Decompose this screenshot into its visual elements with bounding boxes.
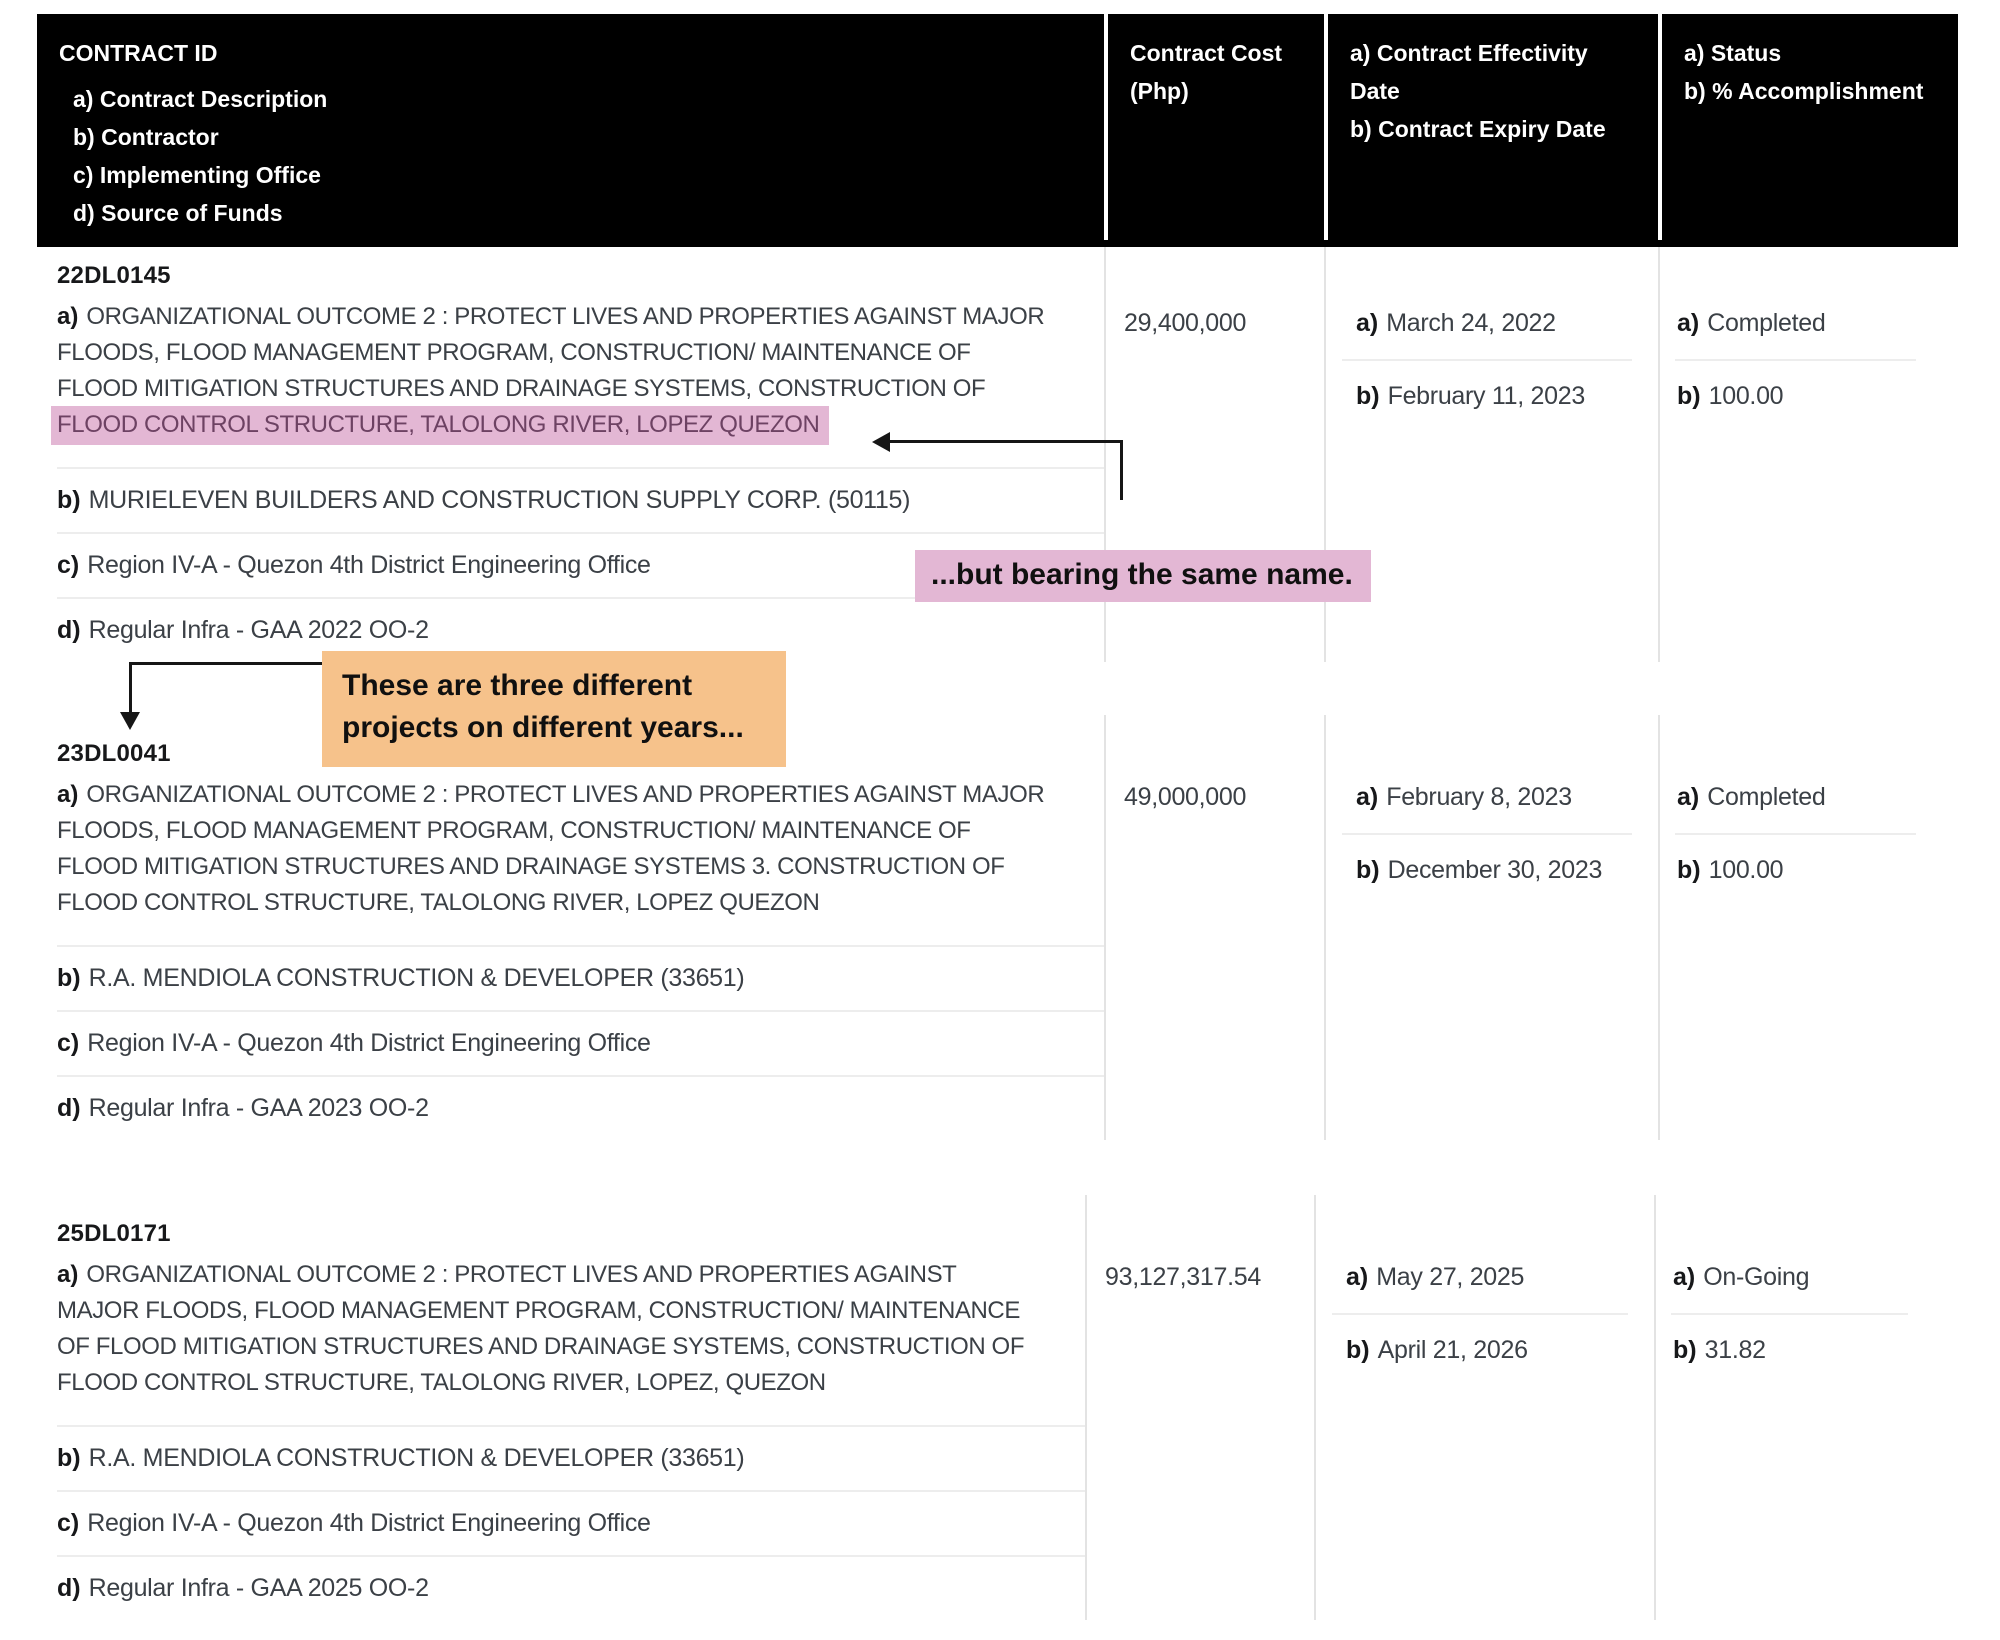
contract-status-cell (1654, 1195, 1950, 1620)
arrow-left-head-icon (872, 432, 890, 452)
header-contractor: b) Contractor (73, 124, 219, 150)
arrow-down-head-icon (120, 712, 140, 730)
accomplishment: b) 100.00 (1677, 856, 1784, 884)
contract-description-cell (35, 1195, 1085, 1620)
accomplishment: b) 100.00 (1677, 382, 1784, 410)
contract-cost: 93,127,317.54 (1085, 1195, 1314, 1620)
arrow-to-highlight-line (1120, 440, 1123, 500)
contract-id: 25DL0171 (57, 1220, 171, 1247)
contract-dates-cell (1324, 247, 1658, 662)
same-name-note: ...but bearing the same name. (915, 550, 1371, 602)
expiry-date: b) December 30, 2023 (1356, 856, 1603, 884)
contract-status-cell (1658, 247, 1958, 662)
divider (1675, 833, 1916, 835)
projects-note: These are three different projects on different years... (322, 651, 786, 767)
contract-status-cell (1658, 715, 1958, 1140)
arrow-to-contract-id-line (131, 662, 322, 665)
header-implementing-office: c) Implementing Office (73, 162, 321, 188)
header-status-column: a) Status b) % Accomplishment (1662, 14, 1958, 240)
contract-dates-cell (1324, 715, 1658, 1140)
contract-cost: 49,000,000 (1104, 715, 1324, 1140)
arrow-to-contract-id-line (129, 662, 132, 714)
contract-cost: 29,400,000 (1104, 247, 1324, 662)
header-dates-column: a) Contract Effectivity Date b) Contract Expiry Date (1328, 14, 1658, 240)
implementing-office: c) Region IV-A - Quezon 4th District Engineering Office (57, 532, 1104, 597)
header-contract-cost-column: Contract Cost (Php) (1108, 14, 1324, 240)
source-of-funds: d) Regular Infra - GAA 2025 OO-2 (57, 1555, 1085, 1620)
header-contract-id-column (37, 14, 1104, 240)
contract-id: 22DL0145 (57, 262, 171, 289)
effectivity-date: a) May 27, 2025 (1346, 1263, 1525, 1291)
highlighted-description-text: FLOOD CONTROL STRUCTURE, TALOLONG RIVER, LOPEZ QUEZON (51, 406, 829, 445)
status: a) Completed (1677, 783, 1826, 811)
header-contract-description: a) Contract Description (73, 86, 328, 112)
contract-description: a) ORGANIZATIONAL OUTCOME 2 : PROTECT LIVES AND PROPERTIES AGAINST MAJOR FLOODS, FLOOD MANAGEMENT PROGRAM, CONSTRUCTION/ MAINTENANCE OF FLOOD MITIGATION STRUCTURES AND DRAINAGE SYSTEMS, CONSTRUCTION OF FLOOD CONTROL STRUCTURE, TALOLONG RIVER, LOPEZ, QUEZON (57, 1261, 1025, 1396)
contract-description: a) ORGANIZATIONAL OUTCOME 2 : PROTECT LIVES AND PROPERTIES AGAINST MAJOR FLOODS, FLOOD MANAGEMENT PROGRAM, CONSTRUCTION/ MAINTENANCE OF FLOOD MITIGATION STRUCTURES AND DRAINAGE SYSTEMS, CONSTRUCTION OF FLOOD CONTROL STRUCTURE, TALOLONG RIVER, LOPEZ QUEZON (57, 289, 1104, 467)
expiry-date: b) April 21, 2026 (1346, 1336, 1528, 1364)
contracts-table-header (37, 14, 1958, 247)
contract-row-23DL0041 (35, 715, 1958, 1140)
contractor: b) R.A. MENDIOLA CONSTRUCTION & DEVELOPER (33651) (57, 945, 1104, 1010)
contract-description-cell (35, 715, 1104, 1140)
divider (1675, 359, 1916, 361)
status: a) Completed (1677, 309, 1826, 337)
expiry-date: b) February 11, 2023 (1356, 382, 1585, 410)
divider (1342, 833, 1632, 835)
divider (1342, 359, 1632, 361)
header-contract-id-title: CONTRACT ID (59, 40, 218, 66)
implementing-office: c) Region IV-A - Quezon 4th District Engineering Office (57, 1010, 1104, 1075)
arrow-to-highlight-line (890, 440, 1122, 443)
implementing-office: c) Region IV-A - Quezon 4th District Engineering Office (57, 1490, 1085, 1555)
contract-description: a) ORGANIZATIONAL OUTCOME 2 : PROTECT LIVES AND PROPERTIES AGAINST MAJOR FLOODS, FLOOD MANAGEMENT PROGRAM, CONSTRUCTION/ MAINTENANCE OF FLOOD MITIGATION STRUCTURES AND DRAINAGE SYSTEMS 3. CONSTRUCTION OF FLOOD CONTROL STRUCTURE, TALOLONG RIVER, LOPEZ QUEZON (57, 781, 1045, 916)
divider (1332, 1313, 1628, 1315)
source-of-funds: d) Regular Infra - GAA 2023 OO-2 (57, 1075, 1104, 1140)
contract-dates-cell (1314, 1195, 1654, 1620)
contractor: b) MURIELEVEN BUILDERS AND CONSTRUCTION SUPPLY CORP. (50115) (57, 467, 1104, 532)
source-of-funds: d) Regular Infra - GAA 2022 OO-2 (57, 597, 1104, 662)
contractor: b) R.A. MENDIOLA CONSTRUCTION & DEVELOPER (33651) (57, 1425, 1085, 1490)
effectivity-date: a) February 8, 2023 (1356, 783, 1572, 811)
header-source-of-funds: d) Source of Funds (73, 200, 283, 226)
contract-row-25DL0171 (35, 1195, 1950, 1620)
divider (1671, 1313, 1908, 1315)
accomplishment: b) 31.82 (1673, 1336, 1766, 1364)
contract-id: 23DL0041 (57, 740, 171, 767)
status: a) On-Going (1673, 1263, 1810, 1291)
effectivity-date: a) March 24, 2022 (1356, 309, 1556, 337)
